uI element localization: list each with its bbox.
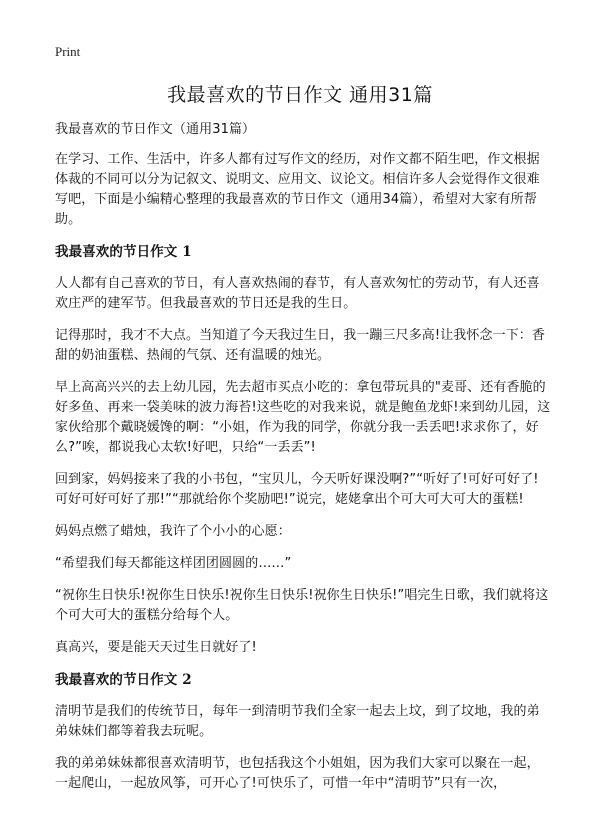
paragraph: 真高兴，要是能天天过生日就好了! [55, 640, 257, 655]
document-body [55, 120, 551, 806]
paragraph: 我的弟弟妹妹都很喜欢清明节，也包括我这个小姐姐，因为我们大家可以聚在一起，一起爬山，一起放风筝，可开心了!可快乐了，可惜一年中“清明节”只有一次， [55, 756, 540, 791]
print-label: Print [55, 44, 81, 59]
document-title: 我最喜欢的节日作文 通用31篇 [167, 84, 433, 106]
intro-paragraph: 在学习、工作、生活中，许多人都有过写作文的经历，对作文都不陌生吧，作文根据体裁的不同可以分为记叙文、说明文、应用文、议论文。相信许多人会觉得作文很难写吧，下面是小编精心整理的我最喜欢的节日作文（通用34篇），希望对大家有所帮助。 [55, 152, 540, 227]
paragraph: “祝你生日快乐!祝你生日快乐!祝你生日快乐!祝你生日快乐!”唱完生日歌，我们就将这个可大可大的蛋糕分给每个人。 [55, 588, 549, 623]
section-heading-1: 我最喜欢的节日作文 1 [55, 244, 192, 260]
paragraph: 回到家，妈妈接来了我的小书包，“宝贝儿，今天听好课没啊?”“听好了!可好可好了!可好可好可好了那!”“那就给你个奖励吧!”说完，姥姥拿出个可大可大可大的蛋糕! [55, 472, 539, 507]
section-heading-2: 我最喜欢的节日作文 2 [55, 672, 192, 688]
paragraph: 妈妈点燃了蜡烛，我许了个小小的心愿： [55, 524, 291, 539]
paragraph: 早上高高兴兴的去上幼儿园，先去超市买点小吃的：拿包带玩具的"麦哥、还有香脆的好多鱼、再来一袋美味的波力海苔!这些吃的对我来说，就是鲍鱼龙虾!来到幼儿园，这家伙给那个戴晓媛馋的啊：“小姐，作为我的同学，你就分我一丢丢吧!求求你了，好么?”唉，都说我心太软!好吧，只给“一丢丢”! [55, 380, 551, 455]
paragraph: 人人都有自己喜欢的节日，有人喜欢热闹的春节，有人喜欢匆忙的劳动节，有人还喜欢庄严的建军节。但我最喜欢的节日还是我的生日。 [55, 276, 540, 311]
paragraph: 记得那时，我才不大点。当知道了今天我过生日，我一蹦三尺多高!让我怀念一下：香甜的奶油蛋糕、热闹的气氛、还有温暖的烛光。 [55, 328, 546, 363]
paragraph: “希望我们每天都能这样团团圆圆的……” [55, 556, 292, 571]
paragraph: 清明节是我们的传统节日，每年一到清明节我们全家一起去上坟，到了坟地，我的弟弟妹妹们都等着我去玩呢。 [55, 704, 540, 739]
document-subtitle: 我最喜欢的节日作文（通用31篇） [55, 122, 256, 137]
